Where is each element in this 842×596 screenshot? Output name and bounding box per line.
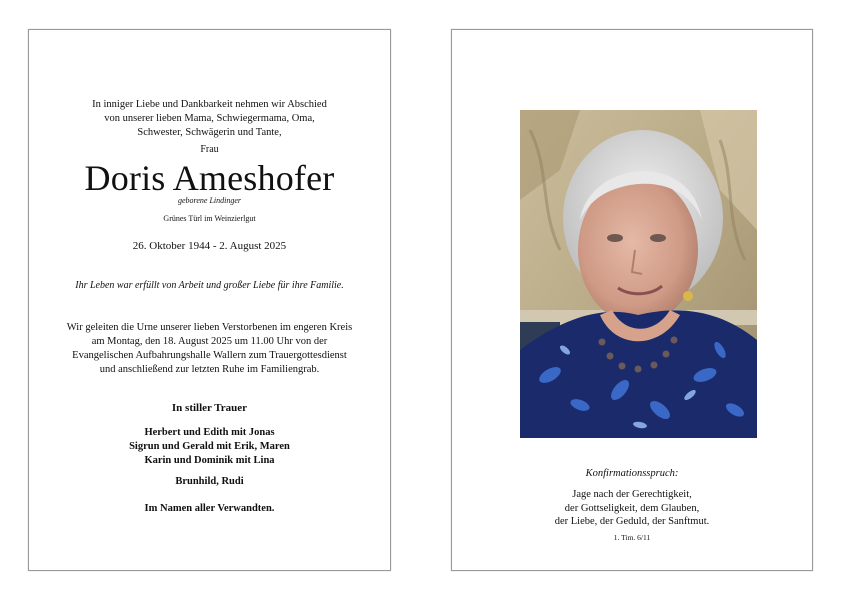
- portrait-photo: [520, 110, 757, 438]
- intro-line: Schwester, Schwägerin und Tante,: [137, 127, 282, 138]
- intro-line: von unserer lieben Mama, Schwiegermama, Oma,: [104, 113, 315, 124]
- motto: Ihr Leben war erfüllt von Arbeit und großer Liebe für ihre Familie.: [75, 280, 344, 291]
- family-line: Sigrun und Gerald mit Erik, Maren: [129, 441, 290, 452]
- verse-text: [452, 488, 812, 529]
- verse-line: der Gottseligkeit, dem Glauben,: [564, 502, 700, 514]
- confirmation-label: Konfirmationsspruch:: [585, 468, 679, 479]
- residence: Grünes Türl im Weinzierlgut: [163, 214, 256, 223]
- closing-line: Im Namen aller Verwandten.: [144, 503, 275, 514]
- verse-line: der Liebe, der Geduld, der Sanftmut.: [554, 516, 710, 527]
- family-line: Herbert und Edith mit Jonas: [144, 427, 275, 438]
- intro-line: In inniger Liebe und Dankbarkeit nehmen wir Abschied: [92, 99, 327, 110]
- verse-line: Jage nach der Gerechtigkeit,: [572, 489, 692, 500]
- funeral-line: Evangelischen Aufbahrungshalle Wallern zum Trauergottesdienst: [72, 350, 347, 361]
- funeral-line: am Montag, den 18. August 2025 um 11.00 Uhr von der: [91, 336, 328, 347]
- photo-card: [451, 29, 813, 571]
- deceased-name: Doris Ameshofer: [84, 158, 335, 198]
- other-mourners: Brunhild, Rudi: [175, 476, 244, 487]
- funeral-line: und anschließend zur letzten Ruhe im Familiengrab.: [99, 364, 320, 375]
- funeral-line: Wir geleiten die Urne unserer lieben Verstorbenen im engeren Kreis: [66, 322, 353, 333]
- family-list: [29, 426, 390, 468]
- mourning-heading: In stiller Trauer: [171, 402, 248, 414]
- maiden-name: geborene Lindinger: [177, 196, 242, 205]
- salutation: Frau: [200, 144, 219, 155]
- family-line: Karin und Dominik mit Lina: [144, 455, 275, 466]
- life-dates: 26. Oktober 1944 - 2. August 2025: [132, 240, 287, 252]
- funeral-text: [29, 321, 390, 377]
- death-notice-card: [28, 29, 391, 571]
- intro-text: [29, 98, 390, 140]
- bible-reference: 1. Tim. 6/11: [613, 533, 651, 542]
